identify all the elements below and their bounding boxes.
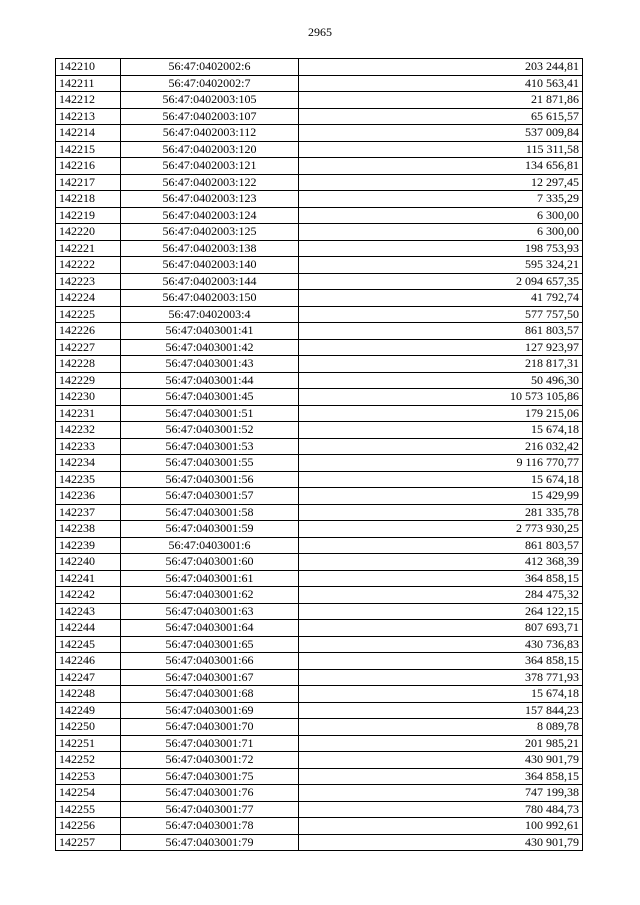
cadastral-number-cell: 56:47:0403001:67 — [121, 669, 299, 686]
cadastral-number-cell: 56:47:0402003:125 — [121, 224, 299, 241]
table-row — [56, 653, 583, 670]
cadastral-number-cell: 56:47:0403001:53 — [121, 438, 299, 455]
cadastral-number-cell: 56:47:0403001:42 — [121, 339, 299, 356]
cadastral-number-cell: 56:47:0403001:66 — [121, 653, 299, 670]
row-number-cell: 142241 — [56, 570, 121, 587]
table-row — [56, 636, 583, 653]
cadastral-value-cell: 410 563,41 — [299, 75, 583, 92]
cadastral-number-cell: 56:47:0403001:78 — [121, 818, 299, 835]
cadastral-number-cell: 56:47:0402003:150 — [121, 290, 299, 307]
row-number-cell: 142238 — [56, 521, 121, 538]
cadastral-value-table — [55, 58, 583, 851]
cadastral-number-cell: 56:47:0403001:79 — [121, 834, 299, 851]
cadastral-value-cell: 747 199,38 — [299, 785, 583, 802]
table-row — [56, 59, 583, 76]
row-number-cell: 142253 — [56, 768, 121, 785]
cadastral-number-cell: 56:47:0403001:65 — [121, 636, 299, 653]
table-row — [56, 92, 583, 109]
cadastral-number-cell: 56:47:0403001:43 — [121, 356, 299, 373]
cadastral-value-cell: 15 674,18 — [299, 471, 583, 488]
row-number-cell: 142257 — [56, 834, 121, 851]
row-number-cell: 142214 — [56, 125, 121, 142]
table-row — [56, 356, 583, 373]
table-row — [56, 735, 583, 752]
cadastral-value-cell: 577 757,50 — [299, 306, 583, 323]
row-number-cell: 142217 — [56, 174, 121, 191]
row-number-cell: 142250 — [56, 719, 121, 736]
cadastral-value-cell: 157 844,23 — [299, 702, 583, 719]
page-number: 2965 — [308, 25, 332, 39]
cadastral-number-cell: 56:47:0402003:122 — [121, 174, 299, 191]
table-row — [56, 240, 583, 257]
cadastral-number-cell: 56:47:0403001:61 — [121, 570, 299, 587]
cadastral-value-cell: 15 674,18 — [299, 686, 583, 703]
table-row — [56, 306, 583, 323]
cadastral-value-cell: 2 094 657,35 — [299, 273, 583, 290]
cadastral-value-cell: 7 335,29 — [299, 191, 583, 208]
row-number-cell: 142218 — [56, 191, 121, 208]
table-row — [56, 257, 583, 274]
cadastral-value-cell: 9 116 770,77 — [299, 455, 583, 472]
table-row — [56, 224, 583, 241]
row-number-cell: 142221 — [56, 240, 121, 257]
cadastral-value-cell: 65 615,57 — [299, 108, 583, 125]
table-row — [56, 108, 583, 125]
table-row — [56, 389, 583, 406]
cadastral-number-cell: 56:47:0403001:56 — [121, 471, 299, 488]
row-number-cell: 142252 — [56, 752, 121, 769]
cadastral-value-cell: 10 573 105,86 — [299, 389, 583, 406]
cadastral-number-cell: 56:47:0402002:6 — [121, 59, 299, 76]
table-row — [56, 471, 583, 488]
cadastral-number-cell: 56:47:0403001:57 — [121, 488, 299, 505]
row-number-cell: 142222 — [56, 257, 121, 274]
table-row — [56, 801, 583, 818]
cadastral-number-cell: 56:47:0403001:77 — [121, 801, 299, 818]
table-row — [56, 75, 583, 92]
table-row — [56, 191, 583, 208]
cadastral-number-cell: 56:47:0403001:75 — [121, 768, 299, 785]
table-row — [56, 488, 583, 505]
table-body — [56, 59, 583, 851]
table-row — [56, 752, 583, 769]
cadastral-number-cell: 56:47:0402003:107 — [121, 108, 299, 125]
cadastral-value-cell: 861 803,57 — [299, 537, 583, 554]
row-number-cell: 142247 — [56, 669, 121, 686]
cadastral-number-cell: 56:47:0403001:58 — [121, 504, 299, 521]
cadastral-value-cell: 216 032,42 — [299, 438, 583, 455]
row-number-cell: 142240 — [56, 554, 121, 571]
row-number-cell: 142236 — [56, 488, 121, 505]
cadastral-value-cell: 6 300,00 — [299, 207, 583, 224]
cadastral-value-cell: 364 858,15 — [299, 653, 583, 670]
row-number-cell: 142231 — [56, 405, 121, 422]
row-number-cell: 142255 — [56, 801, 121, 818]
row-number-cell: 142210 — [56, 59, 121, 76]
cadastral-number-cell: 56:47:0402003:123 — [121, 191, 299, 208]
row-number-cell: 142256 — [56, 818, 121, 835]
table-row — [56, 422, 583, 439]
cadastral-value-cell: 127 923,97 — [299, 339, 583, 356]
cadastral-value-cell: 8 089,78 — [299, 719, 583, 736]
row-number-cell: 142223 — [56, 273, 121, 290]
table-row — [56, 141, 583, 158]
cadastral-number-cell: 56:47:0403001:62 — [121, 587, 299, 604]
cadastral-number-cell: 56:47:0402003:4 — [121, 306, 299, 323]
table-row — [56, 504, 583, 521]
cadastral-number-cell: 56:47:0403001:45 — [121, 389, 299, 406]
row-number-cell: 142233 — [56, 438, 121, 455]
row-number-cell: 142219 — [56, 207, 121, 224]
cadastral-number-cell: 56:47:0403001:68 — [121, 686, 299, 703]
cadastral-number-cell: 56:47:0403001:41 — [121, 323, 299, 340]
cadastral-number-cell: 56:47:0402002:7 — [121, 75, 299, 92]
cadastral-number-cell: 56:47:0403001:6 — [121, 537, 299, 554]
table-row — [56, 158, 583, 175]
cadastral-value-cell: 861 803,57 — [299, 323, 583, 340]
row-number-cell: 142249 — [56, 702, 121, 719]
cadastral-number-cell: 56:47:0403001:55 — [121, 455, 299, 472]
row-number-cell: 142228 — [56, 356, 121, 373]
cadastral-value-cell: 412 368,39 — [299, 554, 583, 571]
row-number-cell: 142245 — [56, 636, 121, 653]
cadastral-number-cell: 56:47:0402003:112 — [121, 125, 299, 142]
cadastral-value-cell: 50 496,30 — [299, 372, 583, 389]
table-row — [56, 669, 583, 686]
cadastral-number-cell: 56:47:0402003:105 — [121, 92, 299, 109]
cadastral-value-cell: 203 244,81 — [299, 59, 583, 76]
table-row — [56, 620, 583, 637]
cadastral-value-cell: 100 992,61 — [299, 818, 583, 835]
row-number-cell: 142212 — [56, 92, 121, 109]
table-row — [56, 702, 583, 719]
row-number-cell: 142213 — [56, 108, 121, 125]
table-row — [56, 125, 583, 142]
table-row — [56, 207, 583, 224]
cadastral-value-cell: 430 901,79 — [299, 752, 583, 769]
cadastral-value-cell: 364 858,15 — [299, 768, 583, 785]
table-row — [56, 339, 583, 356]
cadastral-number-cell: 56:47:0403001:63 — [121, 603, 299, 620]
row-number-cell: 142239 — [56, 537, 121, 554]
row-number-cell: 142246 — [56, 653, 121, 670]
table-row — [56, 438, 583, 455]
cadastral-value-cell: 179 215,06 — [299, 405, 583, 422]
cadastral-number-cell: 56:47:0403001:64 — [121, 620, 299, 637]
table-row — [56, 768, 583, 785]
cadastral-value-cell: 2 773 930,25 — [299, 521, 583, 538]
cadastral-number-cell: 56:47:0403001:60 — [121, 554, 299, 571]
cadastral-value-cell: 264 122,15 — [299, 603, 583, 620]
cadastral-value-cell: 284 475,32 — [299, 587, 583, 604]
cadastral-value-cell: 780 484,73 — [299, 801, 583, 818]
table-row — [56, 455, 583, 472]
cadastral-number-cell: 56:47:0403001:76 — [121, 785, 299, 802]
table-row — [56, 603, 583, 620]
table-row — [56, 818, 583, 835]
cadastral-value-cell: 807 693,71 — [299, 620, 583, 637]
cadastral-value-cell: 430 901,79 — [299, 834, 583, 851]
table-row — [56, 686, 583, 703]
row-number-cell: 142227 — [56, 339, 121, 356]
cadastral-number-cell: 56:47:0403001:44 — [121, 372, 299, 389]
cadastral-value-cell: 134 656,81 — [299, 158, 583, 175]
cadastral-number-cell: 56:47:0403001:69 — [121, 702, 299, 719]
cadastral-value-cell: 115 311,58 — [299, 141, 583, 158]
table-row — [56, 834, 583, 851]
row-number-cell: 142224 — [56, 290, 121, 307]
cadastral-value-cell: 218 817,31 — [299, 356, 583, 373]
row-number-cell: 142211 — [56, 75, 121, 92]
table-row — [56, 785, 583, 802]
table-row — [56, 273, 583, 290]
cadastral-number-cell: 56:47:0402003:138 — [121, 240, 299, 257]
row-number-cell: 142242 — [56, 587, 121, 604]
row-number-cell: 142251 — [56, 735, 121, 752]
table-row — [56, 570, 583, 587]
row-number-cell: 142226 — [56, 323, 121, 340]
row-number-cell: 142220 — [56, 224, 121, 241]
table-row — [56, 405, 583, 422]
cadastral-value-cell: 6 300,00 — [299, 224, 583, 241]
cadastral-value-cell: 15 429,99 — [299, 488, 583, 505]
cadastral-number-cell: 56:47:0403001:72 — [121, 752, 299, 769]
cadastral-value-cell: 364 858,15 — [299, 570, 583, 587]
row-number-cell: 142254 — [56, 785, 121, 802]
row-number-cell: 142237 — [56, 504, 121, 521]
cadastral-value-cell: 378 771,93 — [299, 669, 583, 686]
cadastral-number-cell: 56:47:0402003:120 — [121, 141, 299, 158]
cadastral-number-cell: 56:47:0402003:140 — [121, 257, 299, 274]
cadastral-value-cell: 198 753,93 — [299, 240, 583, 257]
cadastral-value-cell: 430 736,83 — [299, 636, 583, 653]
row-number-cell: 142248 — [56, 686, 121, 703]
cadastral-value-cell: 21 871,86 — [299, 92, 583, 109]
row-number-cell: 142230 — [56, 389, 121, 406]
table-row — [56, 174, 583, 191]
row-number-cell: 142225 — [56, 306, 121, 323]
row-number-cell: 142215 — [56, 141, 121, 158]
cadastral-number-cell: 56:47:0402003:124 — [121, 207, 299, 224]
table-row — [56, 587, 583, 604]
row-number-cell: 142232 — [56, 422, 121, 439]
row-number-cell: 142234 — [56, 455, 121, 472]
table-row — [56, 554, 583, 571]
table-row — [56, 290, 583, 307]
cadastral-value-cell: 12 297,45 — [299, 174, 583, 191]
row-number-cell: 142216 — [56, 158, 121, 175]
cadastral-number-cell: 56:47:0403001:51 — [121, 405, 299, 422]
cadastral-value-cell: 201 985,21 — [299, 735, 583, 752]
row-number-cell: 142243 — [56, 603, 121, 620]
cadastral-value-cell: 537 009,84 — [299, 125, 583, 142]
table-row — [56, 537, 583, 554]
cadastral-value-cell: 595 324,21 — [299, 257, 583, 274]
cadastral-value-cell: 41 792,74 — [299, 290, 583, 307]
row-number-cell: 142235 — [56, 471, 121, 488]
cadastral-value-cell: 15 674,18 — [299, 422, 583, 439]
cadastral-number-cell: 56:47:0402003:144 — [121, 273, 299, 290]
table-row — [56, 719, 583, 736]
cadastral-number-cell: 56:47:0403001:52 — [121, 422, 299, 439]
cadastral-number-cell: 56:47:0403001:71 — [121, 735, 299, 752]
cadastral-value-cell: 281 335,78 — [299, 504, 583, 521]
row-number-cell: 142229 — [56, 372, 121, 389]
cadastral-number-cell: 56:47:0402003:121 — [121, 158, 299, 175]
table-row — [56, 521, 583, 538]
table-row — [56, 323, 583, 340]
row-number-cell: 142244 — [56, 620, 121, 637]
table-row — [56, 372, 583, 389]
cadastral-number-cell: 56:47:0403001:59 — [121, 521, 299, 538]
cadastral-number-cell: 56:47:0403001:70 — [121, 719, 299, 736]
